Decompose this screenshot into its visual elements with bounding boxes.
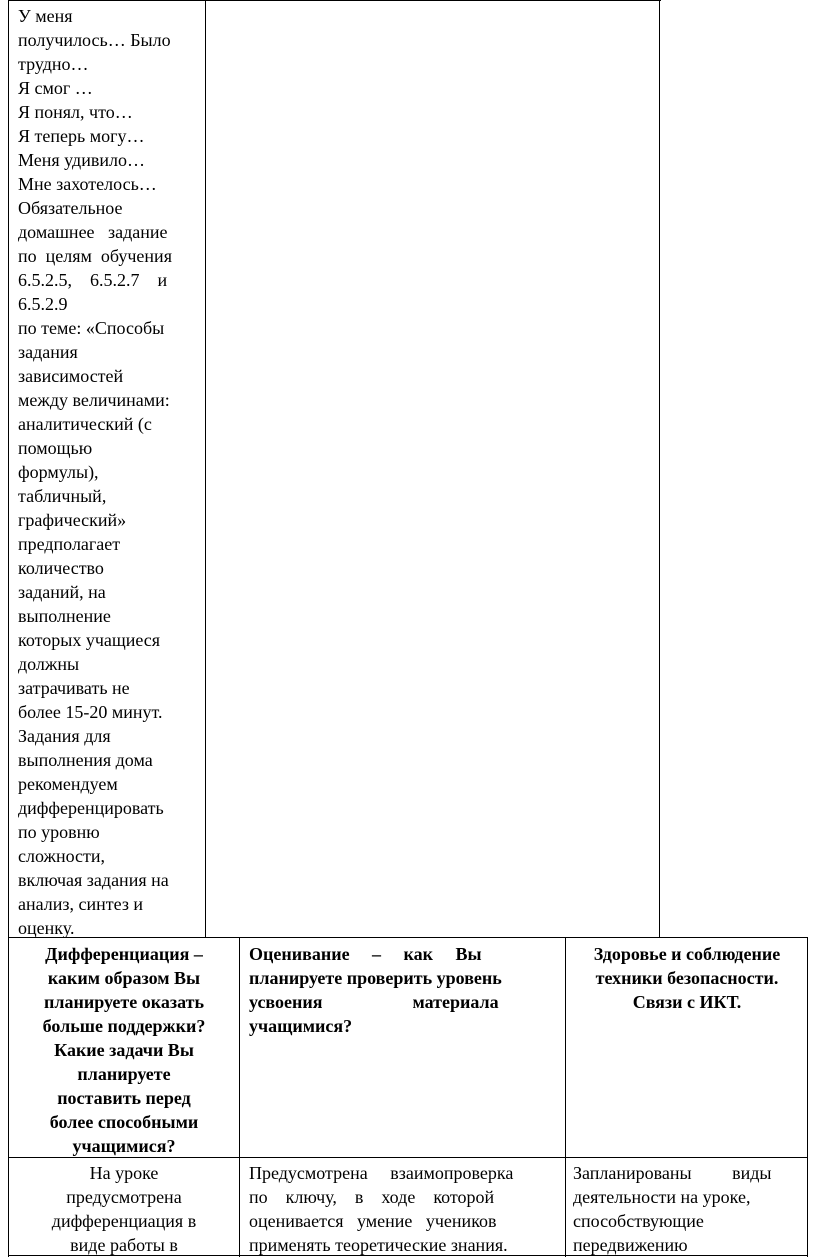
- text-line: Мне захотелось…: [18, 174, 157, 194]
- header-line: техники безопасности.: [595, 968, 779, 988]
- text-line: включая задания на: [18, 870, 169, 890]
- header-line: планируете оказать: [44, 992, 204, 1012]
- text-line: Задания для: [18, 726, 111, 746]
- header-line: учащимися?: [249, 1016, 353, 1036]
- header-line: каким образом Вы: [47, 968, 201, 988]
- content-line: применять теоретические знания.: [249, 1235, 508, 1255]
- header-line: поставить перед: [57, 1088, 191, 1108]
- text-line: более 15-20 минут.: [18, 702, 163, 722]
- text-line: сложности,: [18, 846, 106, 866]
- text-line: заданий, на: [18, 582, 106, 602]
- header-line: усвоения материала: [249, 992, 499, 1012]
- text-line: формулы),: [18, 462, 99, 482]
- text-line: Я понял, что…: [18, 102, 133, 122]
- health-ict-content: [573, 1161, 803, 1257]
- header-line: планируете: [77, 1064, 171, 1084]
- text-line: должны: [18, 654, 80, 674]
- content-line: дифференциация в: [51, 1211, 197, 1231]
- text-line: которых учащиеся: [18, 630, 161, 650]
- text-line: количество: [18, 558, 104, 578]
- header-line: учащимися?: [72, 1136, 176, 1156]
- content-line: оценивается умение учеников: [249, 1211, 497, 1231]
- text-line: получилось… Было: [18, 30, 171, 50]
- text-line: между величинами:: [18, 390, 170, 410]
- content-line: способствующие: [573, 1211, 704, 1231]
- content-line: предусмотрена: [66, 1187, 182, 1207]
- header-line: Дифференциация –: [45, 944, 203, 964]
- reflection-homework-cell: [18, 4, 198, 940]
- text-line: задания: [18, 342, 78, 362]
- content-line: виде работы в: [70, 1235, 178, 1255]
- text-line: 6.5.2.5, 6.5.2.7 и: [18, 270, 168, 290]
- text-line: Обязательное: [18, 198, 123, 218]
- content-line: деятельности на уроке,: [573, 1187, 751, 1207]
- header-line: планируете проверить уровень: [249, 968, 502, 988]
- text-line: графический»: [18, 510, 127, 530]
- text-line: помощью: [18, 438, 93, 458]
- text-line: рекомендуем: [18, 774, 118, 794]
- differentiation-header: [12, 942, 236, 1158]
- text-line: 6.5.2.9: [18, 294, 68, 314]
- text-line: по уровню: [18, 822, 100, 842]
- text-line: домашнее задание: [18, 222, 168, 242]
- text-line: дифференцировать: [18, 798, 164, 818]
- content-line: по ключу, в ходе которой: [249, 1187, 495, 1207]
- differentiation-content: [12, 1161, 236, 1257]
- text-line: Я теперь могу…: [18, 126, 145, 146]
- assessment-content: [249, 1161, 559, 1257]
- header-line: более способными: [49, 1112, 199, 1132]
- text-line: выполнения дома: [18, 750, 153, 770]
- text-line: затрачивать не: [18, 678, 130, 698]
- text-line: по целям обучения: [18, 246, 172, 266]
- header-line: Связи с ИКТ.: [632, 992, 742, 1012]
- header-line: Оценивание – как Вы: [249, 944, 482, 964]
- text-line: аналитический (с: [18, 414, 152, 434]
- text-line: по теме: «Способы: [18, 318, 165, 338]
- text-line: У меня: [18, 6, 73, 26]
- text-line: оценку.: [18, 918, 75, 938]
- content-line: Запланированы виды: [573, 1163, 772, 1183]
- assessment-header: [249, 942, 557, 1038]
- text-line: Меня удивило…: [18, 150, 145, 170]
- content-line: На уроке: [89, 1163, 159, 1183]
- text-line: табличный,: [18, 486, 107, 506]
- header-line: Какие задачи Вы: [54, 1040, 194, 1060]
- text-line: трудно…: [18, 54, 89, 74]
- text-line: Я смог …: [18, 78, 93, 98]
- text-line: анализ, синтез и: [18, 894, 144, 914]
- text-line: зависимостей: [18, 366, 124, 386]
- text-line: выполнение: [18, 606, 111, 626]
- text-line: предполагает: [18, 534, 121, 554]
- health-ict-header: [570, 942, 804, 1014]
- header-line: Здоровье и соблюдение: [593, 944, 781, 964]
- header-line: больше поддержки?: [42, 1016, 206, 1036]
- content-line: передвижению: [573, 1235, 688, 1255]
- content-line: Предусмотрена взаимопроверка: [249, 1163, 514, 1183]
